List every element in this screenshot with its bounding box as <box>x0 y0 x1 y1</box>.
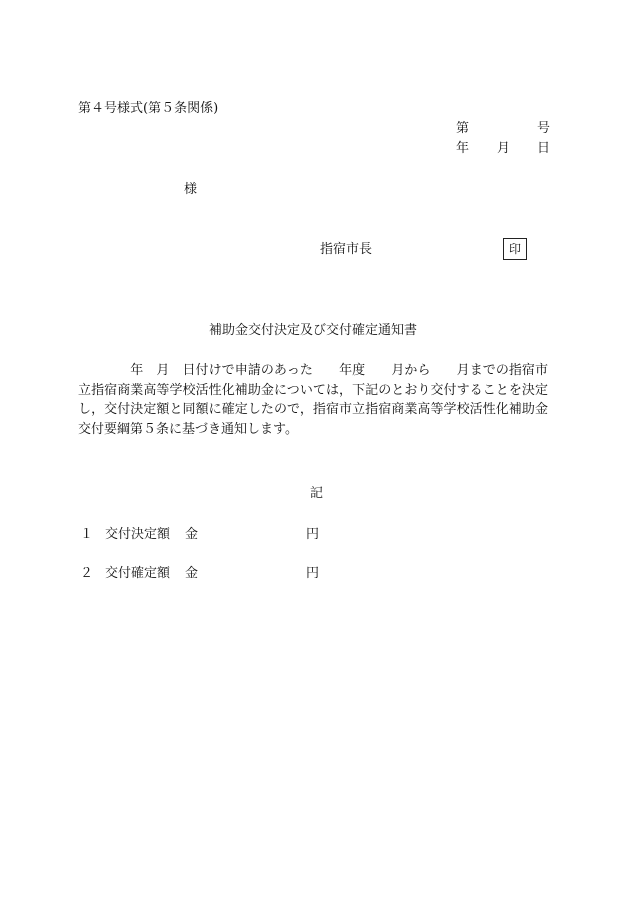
ki-label: 記 <box>310 486 324 501</box>
body-paragraph: 年 月 日付けで申請のあった 年度 月から 月までの指宿市立指宿商業高等学校活性化補助金については，下記のとおり交付することを決定し，交付決定額と同額に確定したので，指宿市立指宿商業高等学校活性化補助金交付要綱第５条に基づき通知します。 <box>78 363 548 437</box>
item-2-number: ２ <box>80 566 94 581</box>
item-1-yen: 円 <box>306 527 320 542</box>
date-year: 年 <box>456 141 470 156</box>
form-number: 第４号様式(第５条関係) <box>78 101 219 116</box>
issuer-title: 指宿市長 <box>320 242 373 257</box>
doc-number-go: 号 <box>537 121 551 136</box>
doc-number-dai: 第 <box>456 121 470 136</box>
recipient-honorific: 様 <box>184 182 198 197</box>
item-2-yen: 円 <box>306 566 320 581</box>
item-1-label: 交付決定額 <box>105 527 171 542</box>
item-1-number: １ <box>80 527 94 542</box>
item-1-kin: 金 <box>185 527 199 542</box>
document-title: 補助金交付決定及び交付確定通知書 <box>209 323 418 338</box>
seal-mark: 印 <box>503 238 527 260</box>
date-day: 日 <box>537 141 551 156</box>
item-2-kin: 金 <box>185 566 199 581</box>
item-2-label: 交付確定額 <box>105 566 171 581</box>
date-month: 月 <box>497 141 511 156</box>
